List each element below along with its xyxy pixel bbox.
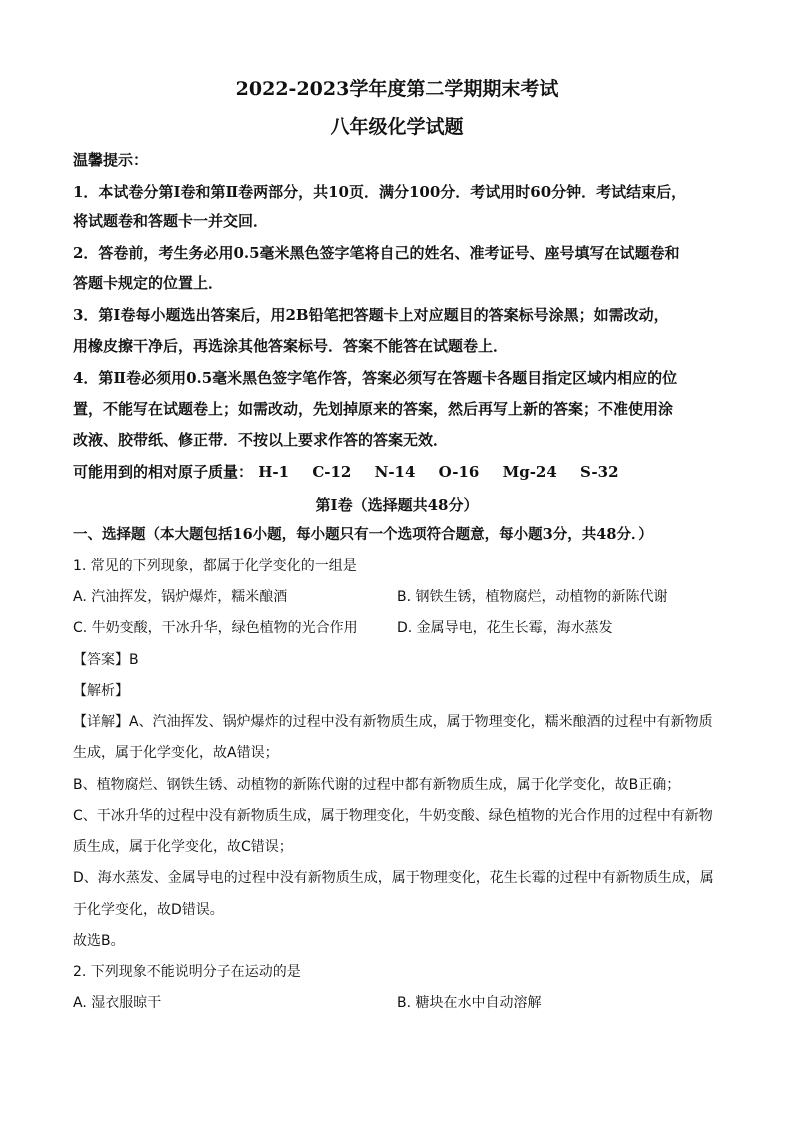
answer-label: 【答案】B	[73, 652, 139, 668]
option-a: A. 汽油挥发，锅炉爆炸，糯米酿酒	[73, 589, 288, 605]
option-d: D. 金属导电，花生长霉，海水蒸发	[397, 620, 613, 636]
question-stem: 2. 下列现象不能说明分子在运动的是	[73, 964, 301, 980]
atomic-mass-item: S-32	[580, 463, 619, 481]
exam-title: 2022-2023学年度第二学期期末考试	[235, 78, 559, 100]
explanation-line: 【详解】A、汽油挥发、锅炉爆炸的过程中没有新物质生成，属于物理变化，糯米酿酒的过程中有新物质	[73, 714, 713, 730]
question-stem: 1. 常见的下列现象，都属于化学变化的一组是	[73, 558, 357, 574]
notice-line: 1．本试卷分第Ⅰ卷和第Ⅱ卷两部分，共10页．满分100分．考试用时60分钟．考试结束后，	[73, 183, 687, 201]
section-heading: 第Ⅰ卷（选择题共48分）	[315, 496, 479, 514]
atomic-mass-item: Mg-24	[502, 463, 557, 481]
notice-line: 4．第Ⅱ卷必须用0.5毫米黑色签字笔作答，答案必须写在答题卡各题目指定区域内相应的位	[73, 369, 678, 387]
atomic-mass-item: C-12	[312, 463, 352, 481]
explanation-line: B、植物腐烂、钢铁生锈、动植物的新陈代谢的过程中都有新物质生成，属于化学变化，故B正确；	[73, 777, 681, 793]
notice-line: 2．答卷前，考生务必用0.5毫米黑色签字笔将自己的姓名、准考证号、座号填写在试题卷和	[73, 244, 680, 262]
atomic-mass-item: H-1	[258, 463, 290, 481]
explanation-line: D、海水蒸发、金属导电的过程中没有新物质生成，属于物理变化，花生长霉的过程中有新物质生成，属	[73, 870, 714, 886]
notice-line: 将试题卷和答题卡一并交回．	[73, 212, 269, 230]
atomic-mass-row	[73, 462, 619, 482]
atomic-mass-label: 可能用到的相对原子质量：	[73, 463, 254, 481]
explanation-line: 于化学变化，故D错误。	[73, 902, 224, 918]
notice-line: 答题卡规定的位置上．	[73, 274, 224, 292]
explanation-line: 故选B。	[73, 933, 125, 949]
option-b: B. 糖块在水中自动溶解	[397, 995, 542, 1011]
notice-heading: 温馨提示：	[73, 151, 149, 169]
notice-line: 改液、胶带纸、修正带．不按以上要求作答的答案无效．	[73, 431, 449, 449]
explanation-line: 生成，属于化学变化，故A错误；	[73, 745, 279, 761]
explanation-line: C、干冰升华的过程中没有新物质生成，属于物理变化，牛奶变酸、绿色植物的光合作用的过程中有新物	[73, 808, 713, 824]
option-c: C. 牛奶变酸，干冰升华，绿色植物的光合作用	[73, 620, 358, 636]
notice-line: 用橡皮擦干净后，再选涂其他答案标号．答案不能答在试题卷上．	[73, 337, 509, 355]
option-a: A. 湿衣服晾干	[73, 995, 162, 1011]
notice-line: 置，不能写在试题卷上；如需改动，先划掉原来的答案，然后再写上新的答案；不准使用涂	[73, 400, 674, 418]
notice-line: 3．第Ⅰ卷每小题选出答案后，用2B铅笔把答题卡上对应题目的答案标号涂黑；如需改动，	[73, 306, 669, 324]
exam-subtitle: 八年级化学试题	[330, 116, 464, 138]
part-instructions: 一、选择题（本大题包括16小题，每小题只有一个选项符合题意，每小题3分，共48分．）	[73, 526, 653, 543]
explanation-line: 质生成，属于化学变化，故C错误；	[73, 839, 293, 855]
atomic-mass-item: O-16	[438, 463, 480, 481]
atomic-mass-item: N-14	[374, 463, 416, 481]
analysis-label: 【解析】	[73, 683, 129, 699]
option-b: B. 钢铁生锈，植物腐烂，动植物的新陈代谢	[397, 589, 668, 605]
